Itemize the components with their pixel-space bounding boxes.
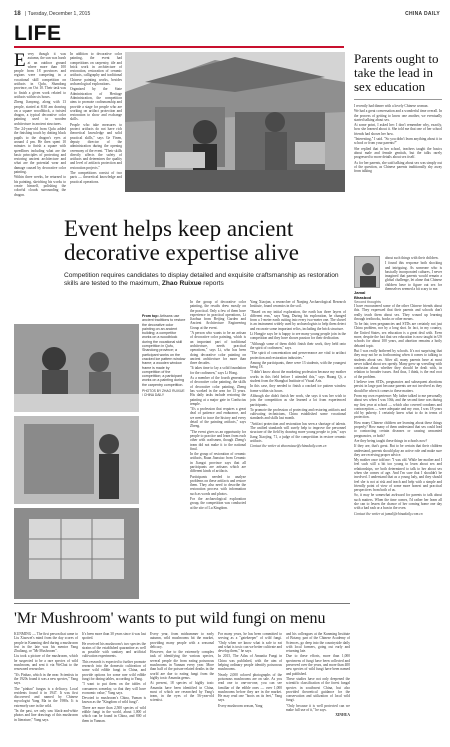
paragraph: In addition to decorative color painting, the event had competitions on carpentry, tile and brick work in architecture of restoration, restoration of ceramic artifacts, calligraphy and traditional Chinese painting works, besides archaeological explorations. (70, 52, 122, 87)
paragraph: "The spirit of concentration and perseverance are vital to artifact protection and restoration industries." (250, 351, 346, 360)
paragraph: Are they being taught these things in schools now? (354, 438, 428, 443)
lead-photo (125, 52, 345, 192)
paragraph: "Artifact protection and restoration has seen a shortage of talents. The unified standards will surely help to improve the personnel structure of the field by drawing more young people to join," says Jiang Xiaojing, 71, a judge of the competition in restore ceramic artifacts. (250, 421, 346, 443)
paragraph: "Although some of them didn't finish their work, they held onto the spirit of craftsmen," says. (250, 341, 346, 350)
paragraph: In 2015, The Atlas of Amanita Fungi in China was published, with the aim of helping ordinary people identify poisonous mushrooms. (218, 654, 282, 672)
paragraph: Within three weeks, he returned to his painting, sketching his works to create himself, polishing the colorful clouds surrounding the dragon. (14, 175, 66, 197)
paragraph: My mother once told me: "I was old. While her mother and I feel such still a bit too young to learn about sex and relationships, we both determined to talk to her about sex when she comes of age. And I'm sure that I shouldn't be involved. I understand that as a young lady, and they should feel she is not at risk and teach and help with a simple and friendly point of view of some more honest and practical perspectives from both of us. (354, 458, 442, 493)
paragraph: "A person who wants to be an artisan of decorative color painting, which is an important part of traditional architecture, needs practical operations," says Li, who has been doing decorative color painting on ancient architecture for more than three decades. (190, 331, 246, 366)
paragraph: The 24-year-old from Qufu added the finishing touch by dotting black pupils to the dragon's eyes at around 4 pm. He then spent 10 minutes to finish a square with speedlines including what are the basic principles of protecting and restoring ancient architecture and what are the potential wear and damage caused by decorative color painting. (14, 127, 66, 175)
paragraph: Participants needed to analyze problems on these artifacts and restore them. They also need to describe the restoration process with information such as words and photos. (190, 474, 246, 496)
paragraph: "It's Pinhao, which in the near. Scientists in the 1920s found it was a new species," Yang says. (14, 672, 78, 686)
paragraph: Devoted to mushroom's China, Yuman is known as the "Kingdom of wild fungi". (82, 696, 146, 705)
paragraph: How many Chinese children are learning about these things properly? How many of them understand that sex could lead to contracting certain diseases or causing unwanted pregnancies, or both? (354, 420, 442, 438)
paragraph: He received his mushroom's two species the strains of the established quarantine as well as possible with sanitary and artificial cultivation experiments. (82, 641, 146, 659)
author-box (354, 256, 382, 304)
paragraph: about such things with their children. (385, 256, 439, 260)
caption-text: Artisans use ancient traditions to restore the decorative color painting on an ancient building; a competitor works on a woodblock during the vocational skill competition in Qufu, Shandong province; a participant works on the cracked ice pattern window frame; a wooden window frame is made by competition of the competition; a participant works on a painting during the carpentry competition. (142, 314, 186, 387)
second-story-column-3 (150, 632, 214, 742)
paragraph: She replied that in her school, teachers taught the basics about male and female genitals, but the talks rarely progressed to more details about sex itself. (354, 146, 442, 160)
author-role: Second thoughts (354, 300, 381, 304)
second-story-headline: 'Mr Mushroom' wants to put wild fungi on menu (14, 610, 326, 627)
paragraph: "The event gives us an opportunity for people to practice and learn from each other with craftsmen, though Zheng's team did not make it to the national final. (190, 429, 246, 451)
caption-label: From top: (142, 314, 159, 318)
paragraph: The competitions consist of two parts — theoretical knowledge and practical operations. (70, 171, 122, 184)
main-story-contact: Contact the writer at zhaoruixue@chinadaily.com.cn (250, 444, 327, 449)
second-story-credit: XINHUA (335, 713, 350, 718)
paragraph: Among the participants, there were 13 students, with the youngest being 18. (250, 360, 346, 370)
page-header (14, 10, 440, 19)
main-story-column-4 (250, 300, 346, 600)
paragraph: and his colleagues at the Kunming Institute of Botany, part of the Chinese Academy of Sciences, go deep into the countryside daily with local farmers, going out early and returning late. (286, 632, 350, 654)
paragraph: This research is expected to further promote research into the domestic cultivation of some wild edible fungi in China, and provide options for some rare wild edible fungi for dining tables, according to Yang. (82, 659, 146, 681)
paragraph: "I didn't know about the marketing profession because my mother works in this field before I attended this," says Huang Qi, a student from the Shanghai Institute of Visual Arts. (250, 370, 346, 384)
paragraph: "In the past, we only saw black-and-white photos and line drawings of this mushroom in literature," Yang says. (14, 709, 78, 722)
sidebar-body-top (354, 104, 442, 219)
paragraph: KUNMING — The first person that came to Liu Xiaowei's mind from the day scores of people in Kunming died during a mushroom fest in the late was his mentor Yang Zhuliang, or "Mr Mushroom". (14, 632, 78, 654)
second-story-column-1 (14, 632, 78, 742)
paragraph: "Only because it is well protected can we make full use of it," he says. (286, 703, 350, 713)
sidebar-body-bottom (354, 304, 442, 741)
paragraph: There are more than 2,500 species of wild edible fungi in the world, about 1,000 of which can be found in China, and 800 of them in Yunnan. (82, 705, 146, 723)
paragraph: So, it may be somewhat awkward for parents to talk about such matters. When the time comes, I'd rather her learn all she can to lessen the chance of her coming home one day with a bad rash or a bun in the oven. (354, 493, 442, 511)
header-separator: | (25, 11, 27, 17)
paragraph: very though it was autumn, the sun was harsh at an outdoor ground where more than 100 people from 18 provinces and regions were competing in a vocational skill competition on artifacts in Qufu, Shandong province, on Oct 10. Their task was to finish a given work related to artifacts within six hours. (14, 52, 66, 99)
main-story-column-1 (14, 52, 66, 204)
author-photo-graphic (355, 257, 380, 288)
paragraph: I believe teen STDs, pregnancies and subsequent abortions persist in large part because parents are not involved as they should be when it comes to these matters. (354, 380, 442, 393)
paragraph: I have encountered some of the other Chinese friends about this. They expressed that their parents and schools don't really teach them about sex. They wound up learning through textbooks, books or other means. (354, 304, 442, 321)
sidebar-body-wrap (385, 256, 442, 302)
second-story-column-2 (82, 632, 146, 742)
caption-credit: PHOTOS BY ZHAO RUIXUE / CHINA DAILY (142, 389, 185, 398)
paragraph: Li Hongjie says he is happy to see many young people join in the competition and they have shown passion for their dedication. (250, 332, 346, 341)
deck (64, 272, 349, 289)
paragraph: Due to these efforts, more than 1,000 specimens of fungi have been collected and preserved over the years, and more than 400 new species of wild fungi have been named and published. (286, 654, 350, 676)
paragraph: "Interesting," I said. "So you didn't learn anything about it in school or from your parents?" (354, 137, 442, 146)
paragraph: Nearly 2,000 colored photographs of the poisonous mushrooms are on sale. As you read one to one-on-one, you can see familiar of the edible ones — over 1,000 mushrooms before they are in the market. He may read one "boots on its feet," Yang says. (218, 672, 282, 703)
photo-caption (142, 314, 186, 398)
paragraph: I recently had dinner with a lovely Chinese woman. (354, 104, 429, 108)
paragraph: From my own experience: My father talked to me personally about sex when I was 10th, and the second time was during my first year at school — which also covered condoms and contraception — were adequate and my own, I was 18 years old by puberty. I certainly knew what to do in terms of protection. (354, 393, 442, 420)
paragraph: Every year, from midsummer to early autumn, wild mushrooms hit the market, providing many people with a seasonal delicacy. (150, 632, 214, 649)
paragraph: Zheng Jianyang, along with 13 people, started at 8:30 am drawing on a square woodblock, a twisted dragon, a typical decorative color painting used to wooden architecture in ancient structures. (14, 100, 66, 126)
paragraph: As a member of the fourth generation of decorative color painting, the skills of decorative color painting, Zheng has worked in the area for 13 years. His daily tasks include restoring the painting at a major gate in Confucius temple. (190, 376, 246, 406)
sidebar-contact: Contact the writer at jamal@chinadaily.com.cn (354, 511, 423, 516)
paragraph: Yang Xiaojun, a researcher of Nanjing Archaeological Research Institute, found ceramics in the soil. (250, 300, 346, 309)
sidebar-title: Parents ought to take the lead in sex education (354, 51, 439, 94)
paragraph: In this case, they needed to finish a cracked ice pattern window frame within six hours. (250, 384, 346, 393)
paragraph: At some point, I asked her: I don't remember why, exactly, how she learned about it. She told me that one of her school friends had shown her how. (354, 123, 442, 136)
section-rule (14, 46, 344, 48)
photo-stack-graphic (14, 324, 139, 599)
paragraph: It's been more than 30 years since it was last spotted. (82, 632, 146, 641)
deck-author: Zhao Ruixue (161, 280, 202, 288)
main-story-column-2 (70, 52, 122, 204)
lead-photo-graphic (125, 52, 345, 192)
section-title: LIFE (14, 22, 62, 45)
paragraph: People who take measures to protect artifacts do not have rich theoretical knowledge and solid practical skills," says Ge Yinen, deputy director of the administration during the opening ceremony of the event. "Their skills directly affects the safety of artifacts and determines the quality and level of artifacts protection and restoration projects." (70, 122, 122, 170)
second-story-rule (14, 603, 350, 604)
paragraph: In the group of decorative color painting, the results drew mostly on the practical. Only a few of them have experience in practical operations, Li Jiaohua from Beijing Garden and Ancient Architecture Engineering Group at the event. (190, 300, 246, 330)
deck-end: reports (203, 280, 224, 288)
page-number: 18 (14, 11, 21, 17)
sidebar-rule (354, 99, 442, 100)
deck-text: Competition requires candidates to display detailed and exquisite craftsmanship as restoration skills are tested to the maximum, (64, 272, 339, 288)
issue-date: Tuesday, December 1, 2015 (27, 11, 91, 17)
main-headline: Event helps keep ancient decorative expertise alive (64, 216, 299, 265)
publication-name: CHINA DAILY (405, 11, 440, 17)
paragraph: Every mushroom season, Yang (218, 703, 263, 708)
paragraph: To promote the profession of protecting and restoring artifacts and cultivating technicians, China established some vocational standards and skills last month. (250, 407, 346, 421)
paragraph: But I was really bothered by schools. It's not surprising that they may not be as forthcoming when it comes to talking to students about sex. After all, many parents have at most never talked about sex openly. Many grew up wrestling with confusion about whether they should be dealt with, in relation to broader issues. And thus, I think, is the real root of the problem. (354, 348, 442, 379)
paragraph: "It's a profession that requires a great deal of patience and endurance, and we need to trace the history and every detail of the painting artifacts," says Zheng. (190, 407, 246, 429)
paragraph: In the group of restoration of ceramic artifacts, Ruan Jianxiao from Ceramic in Jiangxi province says that all participants are artisans which are different kinds of artifacts. (190, 452, 246, 474)
photo-stack (14, 324, 139, 599)
second-story-column-4 (218, 632, 282, 742)
paragraph: "It takes time to lay a solid foundation for the craftsmen," says Li Hong. (190, 366, 246, 375)
paragraph: For the archaeological exploration group, the competition was conducted at the site of Lu Kingdom. (190, 497, 246, 510)
author-name: Jamal Bhasbod (354, 290, 372, 300)
paragraph: We had a great conversation and a wonderful time overall. In the process of getting to know one another, we eventually started talking about sex. (354, 109, 442, 122)
paragraph: Organized by the State Administration of Heritage Administration, the competition aims to promote craftsmanship and provide a stage for people who are working on artifact protection and restoration to show and exchange skills. (70, 87, 122, 122)
paragraph: However, due to the extremely complex task of identifying the various species, several people die from eating poisonous mushrooms in Yunnan every year. More than half of the poison-related deaths in the world are due to eating fungi from the highly toxic Amanita genus. (150, 650, 214, 680)
paragraph: To be fair, teen pregnancies and STDs are certainly not just China problem, nor by a long shot. In fact, in my country, the United States, sex education is a great deal with. Even more, despite the fact that sex education is now taught in US schools for about 100 years, and abortion remains a hotly debated topic. (354, 322, 442, 348)
page-info (14, 11, 90, 17)
drop-cap: E (14, 52, 26, 71)
paragraph: Although she didn't finish her work, she says it was her wish to join the competition as she learned a lot from experienced participants. (250, 393, 346, 407)
paragraph: The "pinhao" fungus is a delicacy. Local residents found it in 1947. It was first discovered and named by Chinese mycologist Yang Ma in the 1980s. It is extremely rare in the wild. (14, 686, 78, 708)
second-story-column-5 (286, 632, 350, 742)
opinion-sidebar (354, 48, 442, 219)
author-photo (354, 256, 380, 288)
main-story-column-3 (190, 300, 246, 600)
paragraph: I found this response both shocking and intriguing. As someone who is basically incorporated cultures, I never imagined that parents would remain a global challenge, let alone that Chinese children have to figure out sex for themselves seemed a bit scary to me. (385, 261, 442, 292)
paragraph: "I want to put them on the tables of consumers someday, so that they will have economic value," Yang says. (82, 682, 146, 695)
paragraph: At present, 18 species of highly toxic Amanita have been identified in China, most of which are researched by Yang's team, in the eyes of the 56-year-old scientist. (150, 681, 214, 703)
paragraph: For many years, he has been committed to serving as a "gatekeeper" of wild fungi. "Only when we know what is safe to eat and what is toxic can we better cultivate and develop them," he says. (218, 632, 282, 654)
paragraph: Liu took a picture of the mushroom, which he suspected to be a rare species of wild mushroom, and sent it via WeChat to the renowned researcher. (14, 654, 78, 672)
paragraph: "Based on my initial exploration, the earth has three layers of different eras," says Yang. During his exploration, he changed from a 1-meter earth cutting into every two-meter one. The shovel is an instrument widely used by archaeologists to help them detect and excavate some important relics, including the brick structure. (250, 309, 346, 331)
paragraph: If they are, that's great. But to be certain that their children understand, parents should play an active role and make sure they are receiving proper advice. (354, 444, 442, 457)
paragraph: These studies have not only deepened the scientific classification of the forest fungal species in southwest China, but also provided theoretical guidance for the conservation and utilization of local wild fungi. (286, 676, 350, 703)
paragraph: As for her parents, she said talking about sex was simply out of the question, as Chinese parents traditionally shy away from talking (354, 160, 442, 174)
